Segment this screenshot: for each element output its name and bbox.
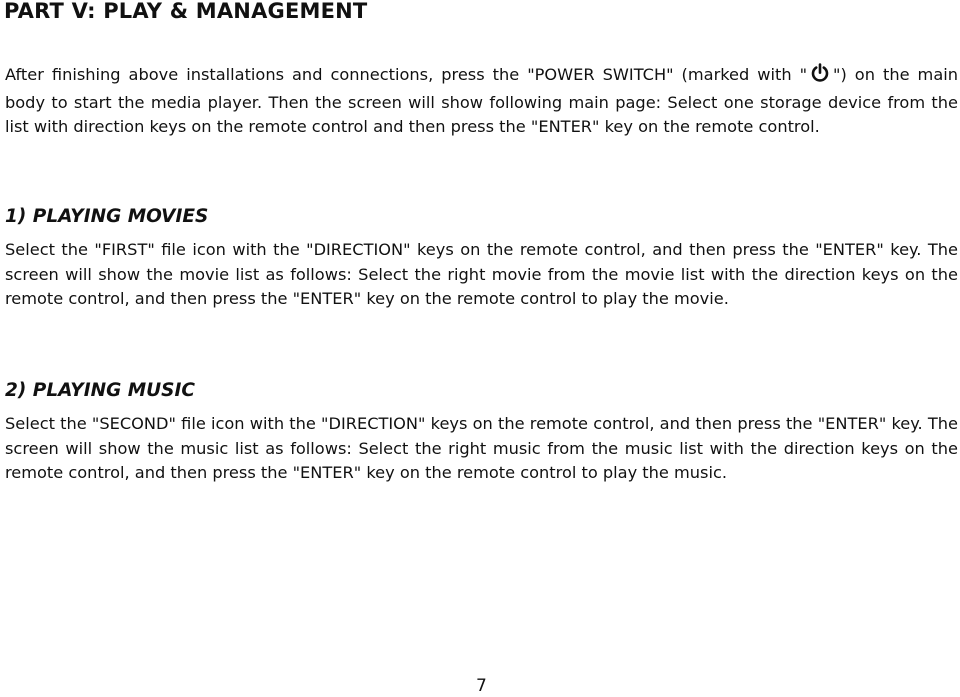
intro-text-before-icon: After finishing above installations and connections, press the "POWER SWITCH" (marked with " — [5, 65, 808, 84]
page-title: PART V: PLAY & MANAGEMENT — [4, 0, 368, 23]
intro-text-after-icon: ") on the main body to start the media player. Then the screen will show following main page: Select one storage device from the list with direction keys on the remote control and then press the "ENTER" key on the remote control. — [5, 65, 958, 136]
section-heading-music: 2) PLAYING MUSIC — [5, 380, 195, 401]
section-heading-movies: 1) PLAYING MOVIES — [5, 206, 209, 227]
section-body-movies: Select the "FIRST" file icon with the "DIRECTION" keys on the remote control, and then press the "ENTER" key. The screen will show the movie list as follows: Select the right movie from the movie list with the direction keys on the remote control, and then press the "ENTER" key on the remote control to play the movie. — [5, 240, 958, 308]
intro-paragraph — [5, 63, 958, 140]
power-icon — [810, 63, 830, 91]
section-body-music: Select the "SECOND" file icon with the "DIRECTION" keys on the remote control, and then press the "ENTER" key. The screen will show the music list as follows: Select the right music from the music list with the direction keys on the remote control, and then press the "ENTER" key on the remote control to play the music. — [5, 414, 958, 482]
page-number: 7 — [476, 676, 487, 696]
